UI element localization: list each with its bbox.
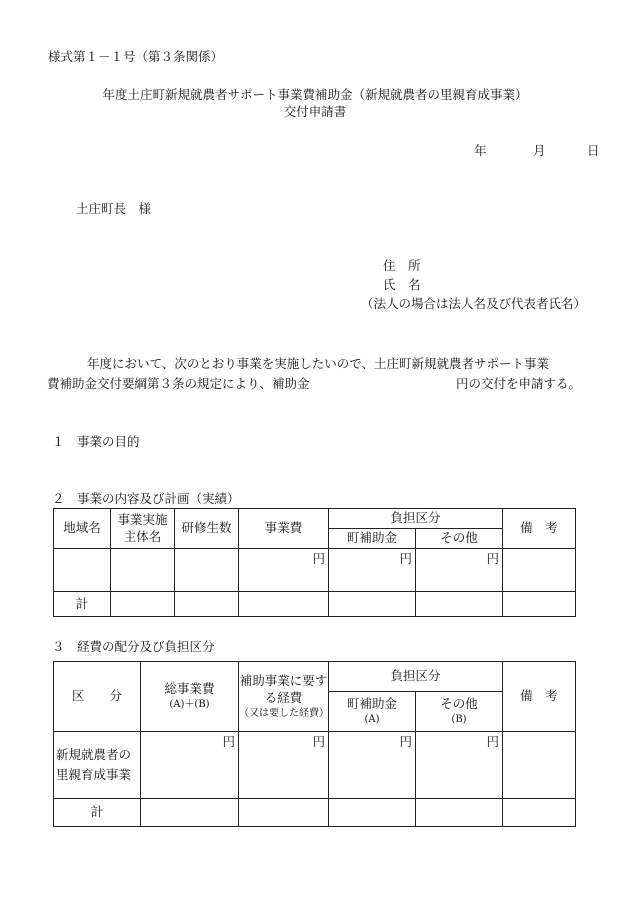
section-1-title: １ 事業の目的 xyxy=(52,434,140,449)
header-town-subsidy: 町補助金 xyxy=(329,529,416,549)
cell-entity[interactable] xyxy=(111,549,175,592)
cell-remarks[interactable] xyxy=(503,549,576,592)
cell-total-remarks[interactable] xyxy=(503,799,576,827)
header-required-cost xyxy=(239,662,329,732)
body-line-2a: 費補助金交付要綱第３条の規定により、補助金 xyxy=(47,376,310,391)
date-day: 日 xyxy=(587,143,600,158)
header-other xyxy=(416,692,503,732)
header-other: その他 xyxy=(416,529,503,549)
cell-total-remarks[interactable] xyxy=(503,592,576,617)
table-total-row xyxy=(54,592,576,617)
header-total-cost xyxy=(141,662,239,732)
header-town-subsidy-label: 町補助金 xyxy=(346,696,397,712)
table-total-row xyxy=(54,799,576,827)
header-required-note: （又は要した経費） xyxy=(239,707,329,719)
header-town-code: (A) xyxy=(364,714,380,726)
expense-table xyxy=(53,661,576,827)
table-row xyxy=(54,732,576,799)
header-total-cost-label: 総事業費 xyxy=(164,681,215,697)
header-required-line2: る経費 xyxy=(264,689,303,705)
header-remarks: 備 考 xyxy=(503,509,576,549)
cell-required-yen[interactable]: 円 xyxy=(239,732,329,799)
header-total-cost-formula: (A)＋(B) xyxy=(169,699,210,711)
header-remarks: 備 考 xyxy=(503,662,576,732)
header-cost: 事業費 xyxy=(239,509,329,549)
total-label: 計 xyxy=(54,592,111,617)
cell-total-entity[interactable] xyxy=(111,592,175,617)
cell-remarks[interactable] xyxy=(503,732,576,799)
cell-total-cost-yen[interactable]: 円 xyxy=(141,732,239,799)
address-label: 住 所 xyxy=(383,258,421,273)
table-row xyxy=(54,549,576,592)
header-required-line1: 補助事業に要す xyxy=(239,672,328,688)
cell-cost-yen[interactable]: 円 xyxy=(239,549,329,592)
body-line-1: 年度において、次のとおり事業を実施したいので、土庄町新規就農者サポート事業 xyxy=(87,356,550,371)
row-label-line1: 新規就農者の xyxy=(56,747,132,762)
header-trainees: 研修生数 xyxy=(175,509,239,549)
header-other-code: (B) xyxy=(451,714,467,726)
cell-trainees[interactable] xyxy=(175,549,239,592)
date-month: 月 xyxy=(533,143,546,158)
addressee: 土庄町長 様 xyxy=(76,201,152,216)
header-burden: 負担区分 xyxy=(329,662,503,692)
document-title: 年度土庄町新規就農者サポート事業費補助金（新規就農者の里親育成事業） xyxy=(102,87,528,102)
cell-total-town[interactable] xyxy=(329,799,416,827)
cell-other-yen[interactable]: 円 xyxy=(416,732,503,799)
cell-total-required[interactable] xyxy=(239,799,329,827)
header-entity-line1: 事業実施 xyxy=(117,511,168,527)
form-number: 様式第１－１号（第３条関係） xyxy=(48,49,224,64)
cell-total-other[interactable] xyxy=(416,799,503,827)
date-year: 年 xyxy=(474,143,487,158)
body-line-2b: 円の交付を申請する。 xyxy=(456,376,582,391)
header-town-subsidy xyxy=(329,692,416,732)
cell-total-other[interactable] xyxy=(416,592,503,617)
cell-town-subsidy-yen[interactable]: 円 xyxy=(329,549,416,592)
row-label xyxy=(54,732,141,799)
cell-total-trainees[interactable] xyxy=(175,592,239,617)
header-region: 地域名 xyxy=(54,509,111,549)
header-burden: 負担区分 xyxy=(329,509,503,529)
section-2-title: ２ 事業の内容及び計画（実績） xyxy=(52,491,240,506)
row-label-line2: 里親育成事業 xyxy=(56,767,132,782)
cell-total-cost[interactable] xyxy=(239,592,329,617)
cell-total-town[interactable] xyxy=(329,592,416,617)
section-3-title: ３ 経費の配分及び負担区分 xyxy=(52,639,215,654)
header-entity xyxy=(111,509,175,549)
cell-other-yen[interactable]: 円 xyxy=(416,549,503,592)
cell-town-yen[interactable]: 円 xyxy=(329,732,416,799)
cell-region[interactable] xyxy=(54,549,111,592)
plan-table xyxy=(53,508,576,617)
total-label: 計 xyxy=(54,799,141,827)
header-entity-line2: 主体名 xyxy=(123,528,162,544)
corporate-note: （法人の場合は法人名及び代表者氏名） xyxy=(361,296,587,311)
header-other-label: その他 xyxy=(440,696,478,712)
cell-total-sum[interactable] xyxy=(141,799,239,827)
name-label: 氏 名 xyxy=(383,277,421,292)
document-subtitle: 交付申請書 xyxy=(283,104,347,119)
header-category: 区 分 xyxy=(54,662,141,732)
